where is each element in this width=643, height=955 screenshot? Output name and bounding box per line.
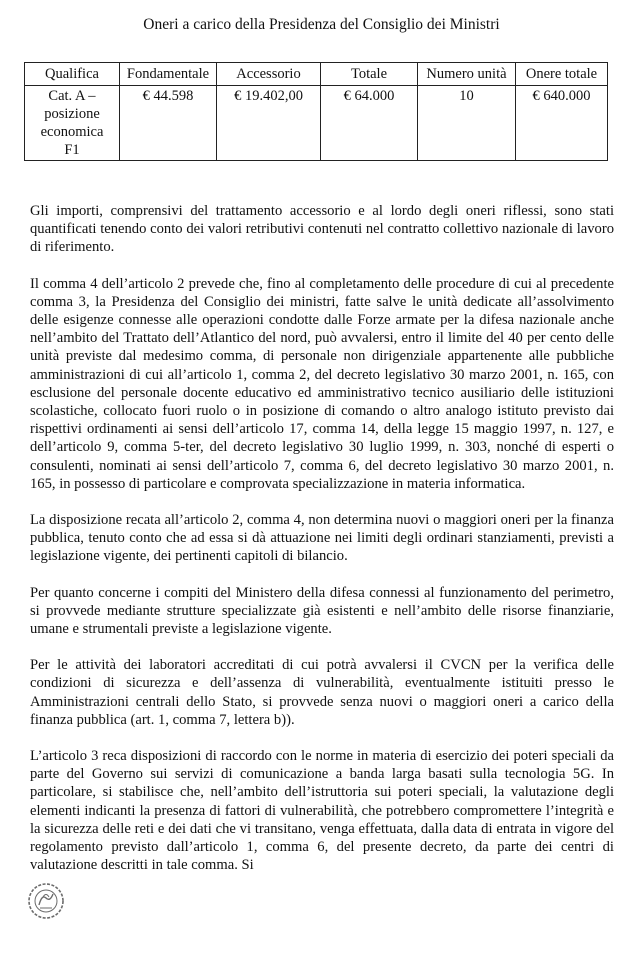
paragraph-articolo-3: L’articolo 3 reca disposizioni di raccordo con le norme in materia di esercizio dei poteri speciali da parte del Governo sui servizi di comunicazione a banda larga basati sulla tecnologia 5G. In particolare, si stabilisce che, nell’ambito dell’istruttoria sui poteri speciali, la valutazione degli elementi indicanti la presenza di fattori di vulnerabilità, che potrebbero compromettere l’integrità e la sicurezza delle reti e dei dati che vi transitano, venga effettuata, dalla data di entrata in vigore del regolamento previsto dall’articolo 1, comma 6, del presente decreto, da parte dei centri di valutazione descritti in tale comma. Si (30, 748, 614, 874)
body-text (30, 202, 614, 893)
header-fondamentale: Fondamentale (120, 63, 217, 86)
paragraph-comma-4: Il comma 4 dell’articolo 2 prevede che, fino al completamento delle procedure di cui al precedente comma 3, la Presidenza del Consiglio dei ministri, fatte salve le unità dedicate all’assolvimento delle esigenze connesse alle operazioni condotte dalle Forze armate per la difesa nazionale anche nell’ambito del Trattato dell’Atlantico del nord, può avvalersi, entro il limite del 40 per cento delle unità previste dal medesimo comma, di personale non dirigenziale appartenente alle pubbliche amministrazioni di cui all’articolo 1, comma 2, del decreto legislativo 30 marzo 2001, n. 165, con esclusione del personale docente educativo ed amministrativo tecnico ausiliario delle istituzioni scolastiche, collocato fuori ruolo o in posizione di comando o altro analogo istituto previsto dai rispettivi ordinamenti ai sensi dell’articolo 17, comma 14, della legge 15 maggio 1997, n. 127, e dell’articolo 9, comma 5-ter, del decreto legislativo 30 luglio 1999, n. 303, nonché di esperti o consulenti, nominati ai sensi dell’articolo 7, comma 6, del decreto legislativo 30 marzo 2001, n. 165, in possesso di particolare e comprovata specializzazione in materia informatica. (30, 275, 614, 492)
paragraph-importi: Gli importi, comprensivi del trattamento accessorio e al lordo degli oneri riflessi, sono stati quantificati tenendo conto dei valori retributivi contenuti nel contratto collettivo nazionale di lavoro di riferimento. (30, 203, 614, 256)
paragraph-laboratori: Per le attività dei laboratori accreditati di cui potrà avvalersi il CVCN per la verifica delle condizioni di sicurezza e dell’assenza di vulnerabilità, eventualmente istituiti presso le Amministrazioni centrali dello Stato, si provvede senza nuovi o maggiori oneri a carico della finanza pubblica (art. 1, comma 7, lettera b)). (30, 657, 614, 728)
header-numero-unita: Numero unità (418, 63, 516, 86)
table-header-row (25, 63, 608, 86)
paragraph-ministero-difesa: Per quanto concerne i compiti del Ministero della difesa connessi al funzionamento del perimetro, si provvede mediante strutture specializzate già esistenti e nell’ambito delle risorse finanziarie, umane e strumentali previste a legislazione vigente. (30, 584, 614, 638)
cell-fondamentale: € 44.598 (120, 86, 217, 161)
qualifica-line: Cat. A – (48, 88, 96, 104)
qualifica-line: economica (40, 124, 104, 140)
cell-accessorio: € 19.402,00 (217, 86, 321, 161)
header-totale: Totale (321, 63, 418, 86)
page-heading: Oneri a carico della Presidenza del Consiglio dei Ministri (143, 16, 500, 33)
official-seal-stamp-icon (26, 880, 66, 922)
header-qualifica: Qualifica (25, 63, 120, 86)
cell-onere-totale: € 640.000 (516, 86, 608, 161)
cell-numero-unita: 10 (418, 86, 516, 161)
paragraph-disposizione: La disposizione recata all’articolo 2, comma 4, non determina nuovi o maggiori oneri per la finanza pubblica, tenuto conto che ad essa si dà attuazione nei limiti degli ordinari stanziamenti, previsti a legislazione vigente, dei pertinenti capitoli di bilancio. (30, 512, 614, 565)
qualifica-line: posizione (44, 106, 100, 122)
cell-totale: € 64.000 (321, 86, 418, 161)
cost-table (24, 62, 608, 161)
table-row (25, 86, 608, 161)
cell-qualifica (25, 86, 120, 161)
qualifica-line: F1 (64, 142, 80, 158)
header-onere-totale: Onere totale (516, 63, 608, 86)
header-accessorio: Accessorio (217, 63, 321, 86)
